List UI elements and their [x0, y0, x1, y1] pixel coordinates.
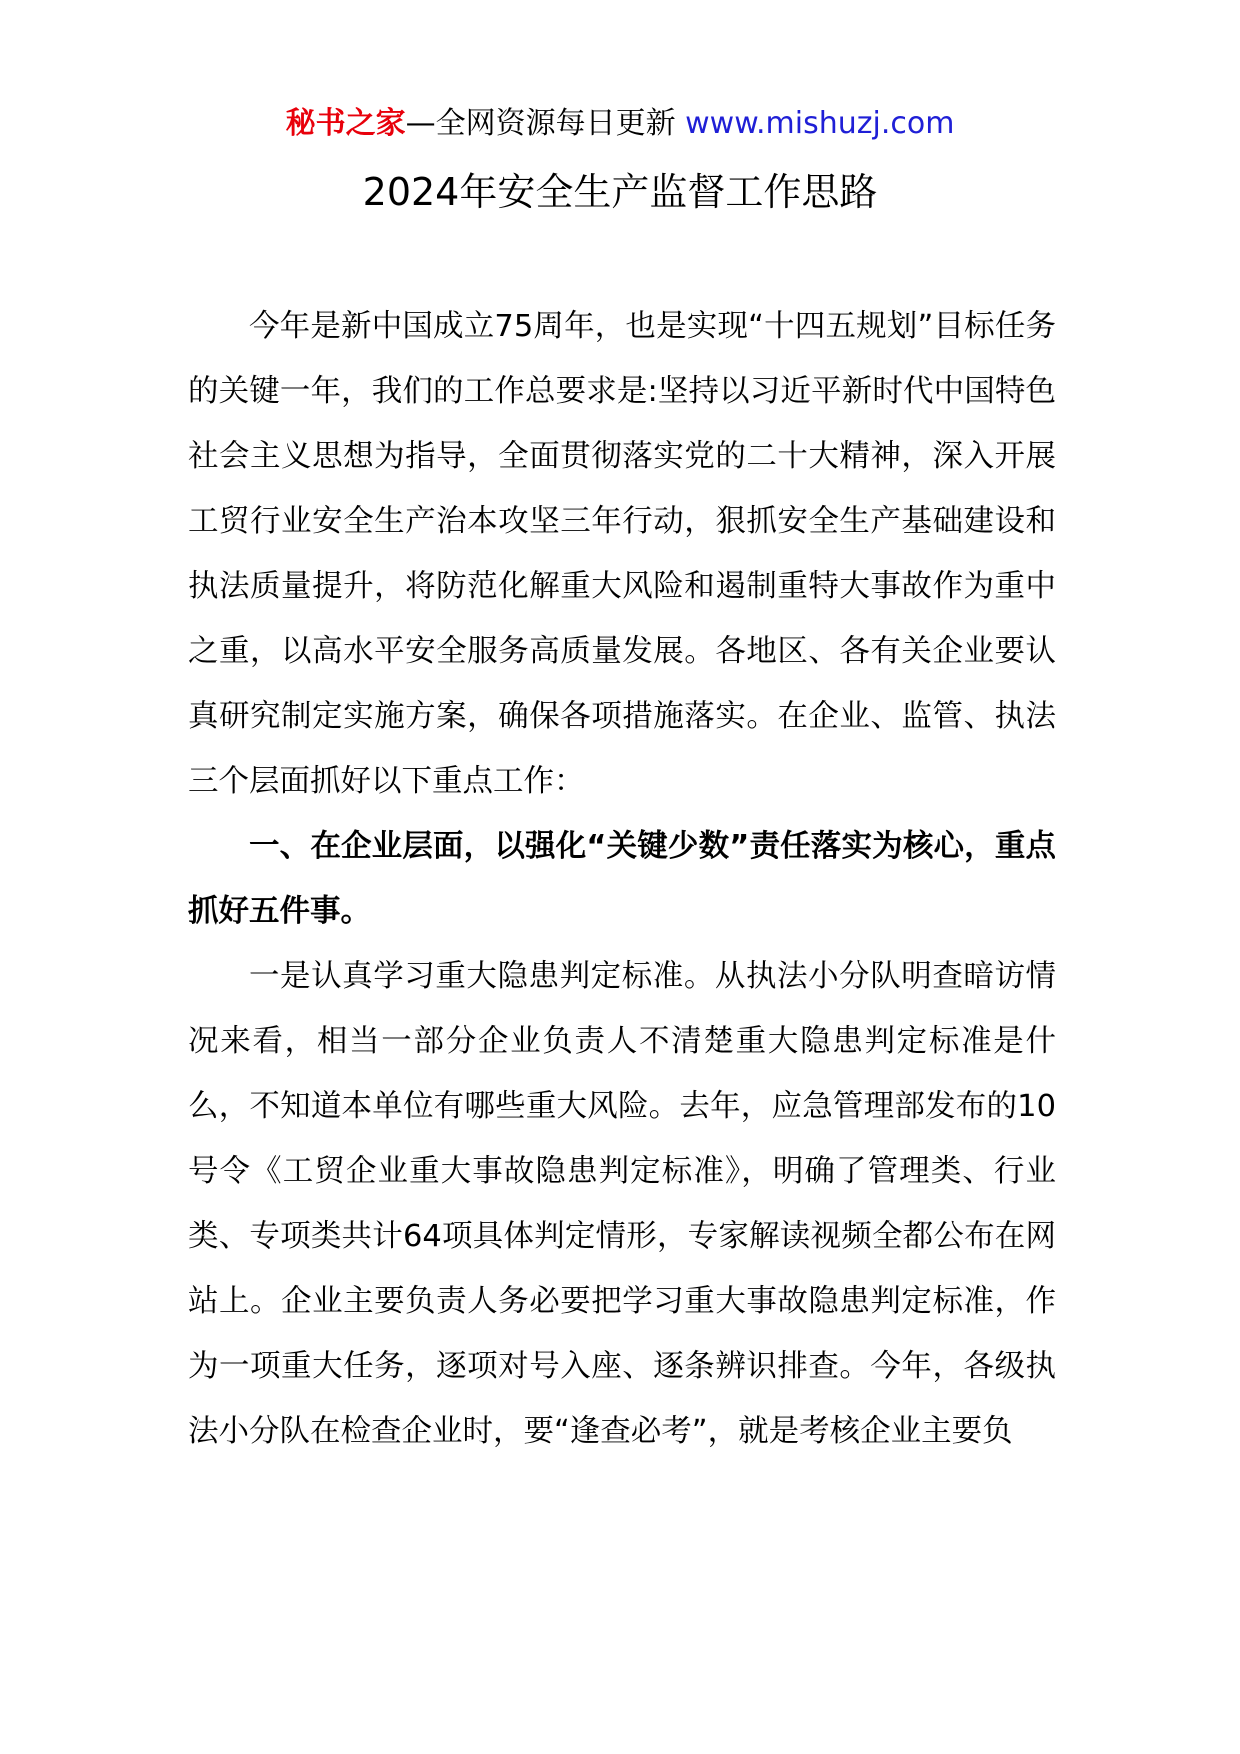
intro-paragraph: 今年是新中国成立75周年，也是实现“十四五规划”目标任务的关键一年，我们的工作总要求是:坚持以习近平新时代中国特色社会主义思想为指导，全面贯彻落实党的二十大精神，深入开展工贸行业安全生产治本攻坚三年行动，狠抓安全生产基础建设和执法质量提升，将防范化解重大风险和遏制重特大事故作为重中之重，以高水平安全服务高质量发展。各地区、各有关企业要认真研究制定实施方案，确保各项措施落实。在企业、监管、执法三个层面抓好以下重点工作：	[188, 309, 1056, 799]
watermark-tagline: —全网资源每日更新	[405, 106, 676, 141]
site-watermark	[0, 102, 1240, 146]
watermark-url: www.mishuzj.com	[685, 106, 955, 141]
document-title: 2024年安全生产监督工作思路	[362, 170, 878, 214]
document-body	[188, 294, 1056, 1464]
watermark-brand: 秘书之家	[285, 106, 406, 141]
section-heading-1: 一、在企业层面，以强化“关键少数”责任落实为核心，重点抓好五件事。	[188, 829, 1056, 929]
body-paragraph-1: 一是认真学习重大隐患判定标准。从执法小分队明查暗访情况来看，相当一部分企业负责人不清楚重大隐患判定标准是什么，不知道本单位有哪些重大风险。去年，应急管理部发布的10号令《工贸企业重大事故隐患判定标准》，明确了管理类、行业类、专项类共计64项具体判定情形，专家解读视频全都公布在网站上。企业主要负责人务必要把学习重大事故隐患判定标准，作为一项重大任务，逐项对号入座、逐条辨识排查。今年，各级执法小分队在检查企业时，要“逢查必考”，就是考核企业主要负	[188, 959, 1056, 1449]
